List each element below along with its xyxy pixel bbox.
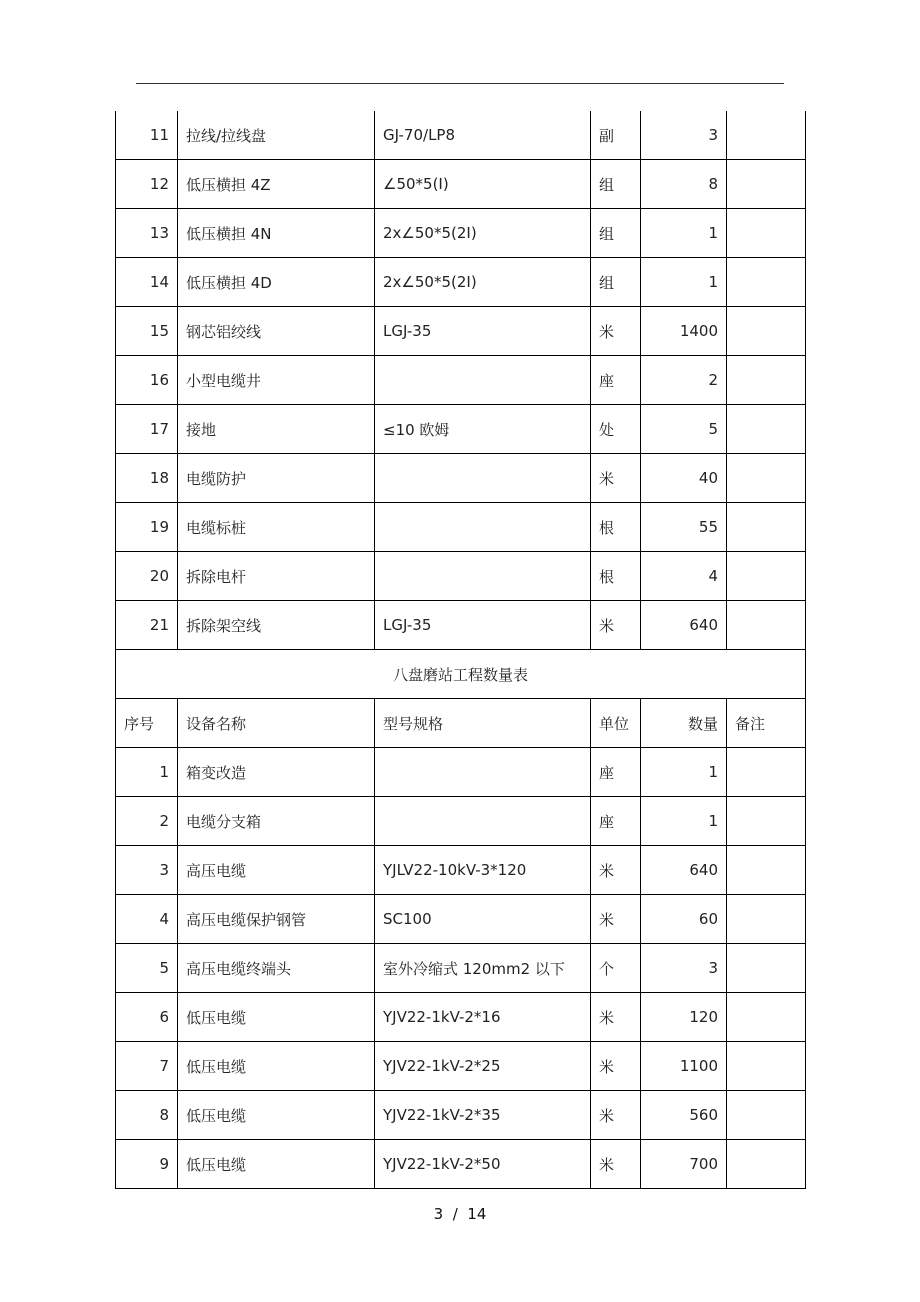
cell-qty: 560 — [641, 1091, 727, 1140]
table-row — [116, 993, 806, 1042]
cell-model: ∠50*5(Ⅰ) — [375, 160, 591, 209]
cell-unit: 根 — [591, 552, 641, 601]
cell-model: YJV22-1kV-2*16 — [375, 993, 591, 1042]
cell-name: 电缆标桩 — [178, 503, 375, 552]
cell-unit: 组 — [591, 160, 641, 209]
table-row — [116, 1140, 806, 1189]
cell-no: 11 — [116, 111, 178, 160]
cell-qty: 700 — [641, 1140, 727, 1189]
header-unit: 单位 — [591, 699, 641, 748]
cell-unit: 根 — [591, 503, 641, 552]
cell-qty: 3 — [641, 944, 727, 993]
table-row — [116, 111, 806, 160]
cell-name: 低压电缆 — [178, 1042, 375, 1091]
cell-note — [727, 748, 806, 797]
cell-note — [727, 601, 806, 650]
cell-note — [727, 405, 806, 454]
cell-qty: 640 — [641, 601, 727, 650]
table-row — [116, 356, 806, 405]
cell-no: 9 — [116, 1140, 178, 1189]
table-row — [116, 552, 806, 601]
cell-model: YJLV22-10kV-3*120 — [375, 846, 591, 895]
cell-no: 4 — [116, 895, 178, 944]
quantity-table — [115, 111, 806, 1189]
cell-model: 2x∠50*5(2Ⅰ) — [375, 258, 591, 307]
cell-model: ≤10 欧姆 — [375, 405, 591, 454]
cell-unit: 米 — [591, 307, 641, 356]
cell-unit: 组 — [591, 258, 641, 307]
cell-no: 15 — [116, 307, 178, 356]
section-title-body — [116, 650, 806, 699]
cell-no: 13 — [116, 209, 178, 258]
table-row — [116, 405, 806, 454]
header-body — [116, 699, 806, 748]
cell-note — [727, 503, 806, 552]
cell-name: 钢芯铝绞线 — [178, 307, 375, 356]
cell-model: 室外冷缩式 120mm2 以下 — [375, 944, 591, 993]
cell-qty: 8 — [641, 160, 727, 209]
cell-qty: 1100 — [641, 1042, 727, 1091]
cell-qty: 1400 — [641, 307, 727, 356]
cell-note — [727, 209, 806, 258]
table-row — [116, 797, 806, 846]
cell-model: YJV22-1kV-2*35 — [375, 1091, 591, 1140]
cell-qty: 1 — [641, 797, 727, 846]
header-no: 序号 — [116, 699, 178, 748]
cell-unit: 米 — [591, 1091, 641, 1140]
bottom-table-body — [116, 748, 806, 1189]
table-row — [116, 258, 806, 307]
cell-name: 低压横担 4N — [178, 209, 375, 258]
table-row — [116, 160, 806, 209]
page-footer — [0, 1205, 920, 1223]
cell-unit: 米 — [591, 454, 641, 503]
page-separator: / — [447, 1205, 463, 1223]
cell-model: SC100 — [375, 895, 591, 944]
cell-note — [727, 552, 806, 601]
cell-qty: 5 — [641, 405, 727, 454]
cell-unit: 座 — [591, 356, 641, 405]
cell-qty: 3 — [641, 111, 727, 160]
cell-no: 19 — [116, 503, 178, 552]
cell-note — [727, 258, 806, 307]
cell-no: 3 — [116, 846, 178, 895]
cell-name: 高压电缆 — [178, 846, 375, 895]
table-row — [116, 503, 806, 552]
cell-unit: 处 — [591, 405, 641, 454]
cell-unit: 米 — [591, 1042, 641, 1091]
cell-note — [727, 356, 806, 405]
table-row — [116, 1042, 806, 1091]
cell-name: 高压电缆保护钢管 — [178, 895, 375, 944]
cell-qty: 1 — [641, 209, 727, 258]
page-total: 14 — [467, 1205, 487, 1223]
cell-model: YJV22-1kV-2*50 — [375, 1140, 591, 1189]
section-title-row — [116, 650, 806, 699]
cell-note — [727, 1042, 806, 1091]
table-row — [116, 454, 806, 503]
cell-no: 18 — [116, 454, 178, 503]
cell-no: 21 — [116, 601, 178, 650]
table-row — [116, 1091, 806, 1140]
cell-name: 接地 — [178, 405, 375, 454]
cell-model: 2x∠50*5(2Ⅰ) — [375, 209, 591, 258]
cell-qty: 120 — [641, 993, 727, 1042]
cell-unit: 米 — [591, 993, 641, 1042]
header-qty: 数量 — [641, 699, 727, 748]
cell-note — [727, 1140, 806, 1189]
cell-no: 5 — [116, 944, 178, 993]
cell-name: 小型电缆井 — [178, 356, 375, 405]
table-row — [116, 748, 806, 797]
cell-note — [727, 307, 806, 356]
cell-note — [727, 797, 806, 846]
cell-model — [375, 748, 591, 797]
cell-unit: 米 — [591, 895, 641, 944]
cell-name: 低压横担 4D — [178, 258, 375, 307]
cell-name: 低压电缆 — [178, 1140, 375, 1189]
cell-note — [727, 111, 806, 160]
cell-note — [727, 454, 806, 503]
cell-no: 6 — [116, 993, 178, 1042]
header-name: 设备名称 — [178, 699, 375, 748]
cell-unit: 米 — [591, 601, 641, 650]
cell-unit: 组 — [591, 209, 641, 258]
cell-note — [727, 993, 806, 1042]
cell-qty: 1 — [641, 258, 727, 307]
cell-unit: 个 — [591, 944, 641, 993]
cell-model — [375, 552, 591, 601]
cell-no: 1 — [116, 748, 178, 797]
cell-no: 17 — [116, 405, 178, 454]
cell-name: 电缆分支箱 — [178, 797, 375, 846]
cell-name: 低压横担 4Z — [178, 160, 375, 209]
cell-no: 7 — [116, 1042, 178, 1091]
cell-name: 箱变改造 — [178, 748, 375, 797]
cell-name: 低压电缆 — [178, 993, 375, 1042]
cell-model — [375, 503, 591, 552]
cell-no: 14 — [116, 258, 178, 307]
cell-unit: 米 — [591, 846, 641, 895]
page-number: 3 — [433, 1205, 444, 1223]
cell-name: 拉线/拉线盘 — [178, 111, 375, 160]
cell-name: 拆除电杆 — [178, 552, 375, 601]
cell-model: YJV22-1kV-2*25 — [375, 1042, 591, 1091]
cell-note — [727, 846, 806, 895]
table-row — [116, 846, 806, 895]
cell-qty: 4 — [641, 552, 727, 601]
cell-qty: 2 — [641, 356, 727, 405]
cell-name: 拆除架空线 — [178, 601, 375, 650]
cell-name: 电缆防护 — [178, 454, 375, 503]
cell-unit: 米 — [591, 1140, 641, 1189]
cell-no: 2 — [116, 797, 178, 846]
header-model: 型号规格 — [375, 699, 591, 748]
table-row — [116, 307, 806, 356]
cell-qty: 640 — [641, 846, 727, 895]
cell-model: LGJ-35 — [375, 307, 591, 356]
cell-qty: 1 — [641, 748, 727, 797]
cell-model: GJ-70/LP8 — [375, 111, 591, 160]
cell-model: LGJ-35 — [375, 601, 591, 650]
cell-model — [375, 797, 591, 846]
cell-name: 低压电缆 — [178, 1091, 375, 1140]
header-row — [116, 699, 806, 748]
table-row — [116, 895, 806, 944]
cell-name: 高压电缆终端头 — [178, 944, 375, 993]
table-row — [116, 209, 806, 258]
cell-model — [375, 356, 591, 405]
table-row — [116, 944, 806, 993]
cell-qty: 60 — [641, 895, 727, 944]
cell-no: 20 — [116, 552, 178, 601]
cell-unit: 副 — [591, 111, 641, 160]
cell-note — [727, 944, 806, 993]
cell-no: 12 — [116, 160, 178, 209]
cell-qty: 55 — [641, 503, 727, 552]
header-rule — [136, 83, 784, 84]
cell-unit: 座 — [591, 797, 641, 846]
cell-unit: 座 — [591, 748, 641, 797]
table-row — [116, 601, 806, 650]
cell-note — [727, 160, 806, 209]
cell-note — [727, 1091, 806, 1140]
cell-qty: 40 — [641, 454, 727, 503]
cell-no: 8 — [116, 1091, 178, 1140]
cell-model — [375, 454, 591, 503]
header-note: 备注 — [727, 699, 806, 748]
section-title: 八盘磨站工程数量表 — [116, 650, 806, 699]
cell-no: 16 — [116, 356, 178, 405]
cell-note — [727, 895, 806, 944]
top-table-body — [116, 111, 806, 650]
